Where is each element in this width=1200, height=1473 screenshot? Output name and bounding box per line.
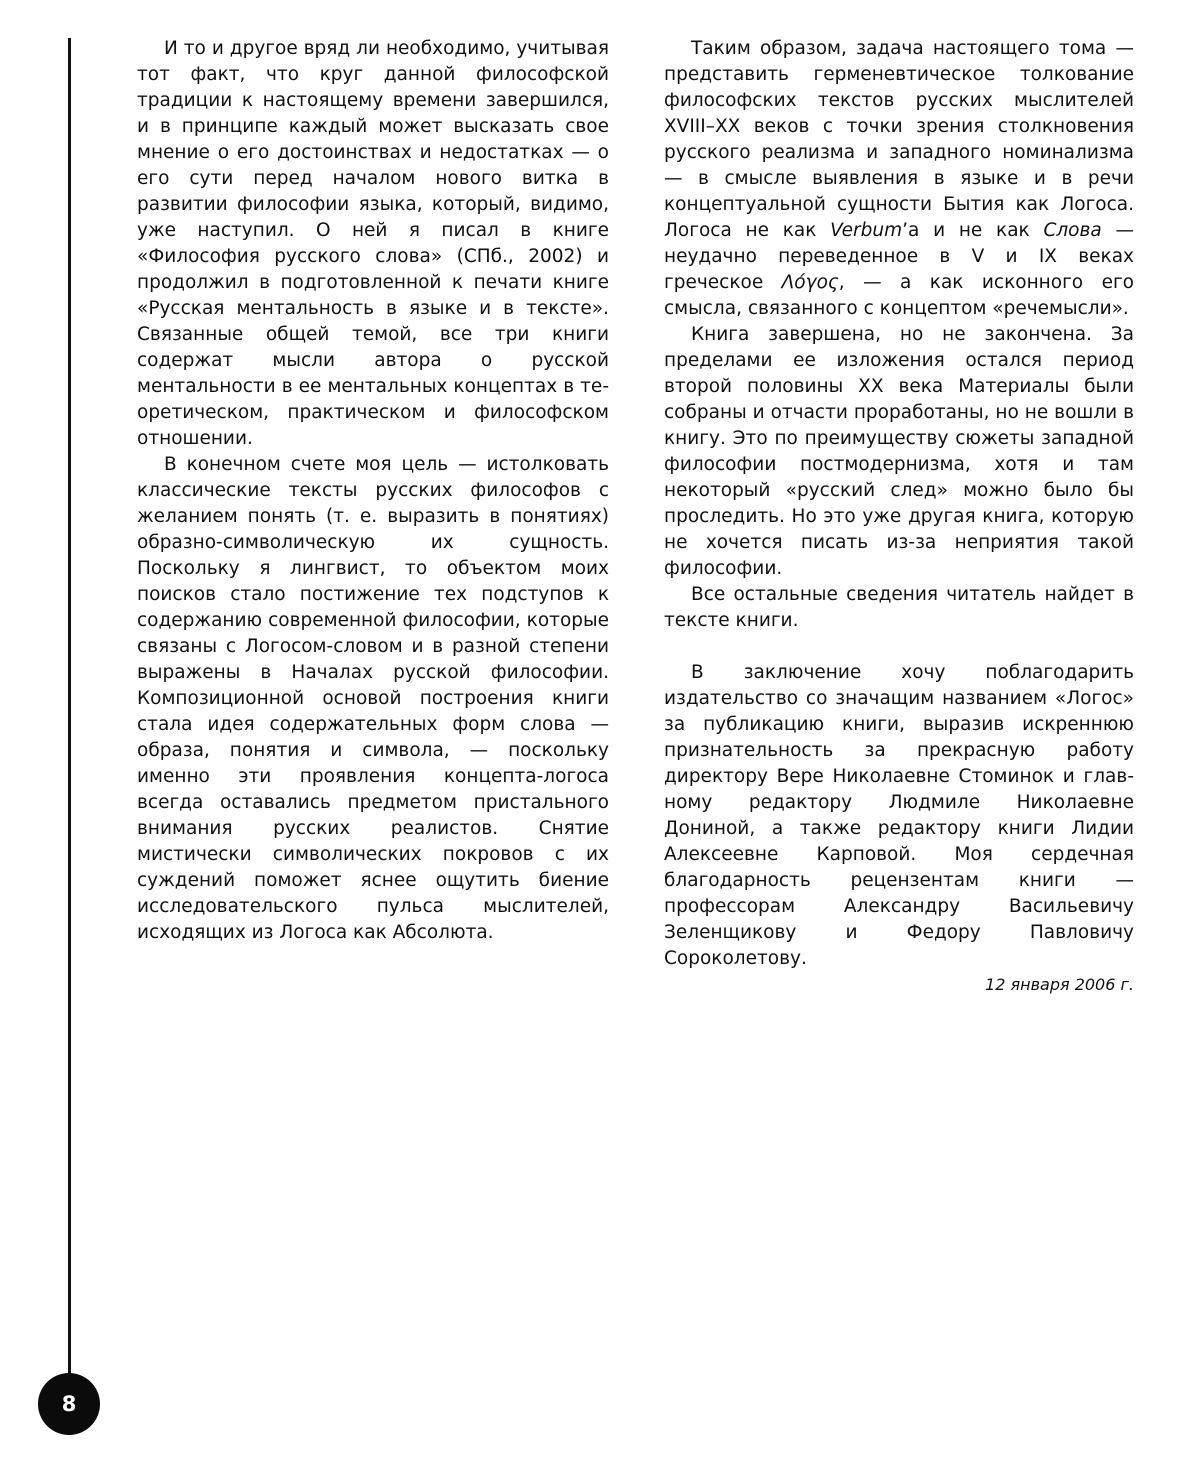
paragraph: Книга завершена, но не закончена. За пределами ее изложения остался период второй половины XX века Материалы были собраны и отчасти проработаны, но не вошли в книгу. Это по преимуществу сюжеты западной философии постмодернизма, хотя и там некоторый «русский след» можно было бы проследить. Но это уже другая книга, которую не хочется писать из-за неприятия такой философии. (664, 324, 1134, 579)
margin-rule (68, 38, 71, 1380)
right-column (664, 36, 1134, 998)
italic-verbum: Verbum (830, 220, 903, 241)
text-run: ’а и не как (902, 220, 1044, 241)
text-run: — неудачно переведенное в V и IX веках греческое (664, 220, 1134, 293)
paragraph (664, 36, 1134, 322)
text-run: Таким образом, задача настоящего тома — представить герменевтическое толкование философских текстов русских мыслителей XVIII–XX веков с точки зрения столкновения русского реализма и западного номинализма — в смысле выявления в языке и в речи концептуальной сущности Бытия как Логоса. Логоса не как (664, 38, 1134, 241)
text-run: , — а как исконного его смысла, связанного с концептом «речемысли». (664, 272, 1134, 319)
date-signature: 12 января 2006 г. (985, 975, 1134, 994)
paragraph: Все остальные сведения читатель найдет в тексте книги. (664, 584, 1134, 631)
acknowledgements-paragraph: В заключение хочу поблагодарить издательство со значащим названием «Логос» за публикацию книги, выразив искреннюю признательность за прекрасную работу директору Вере Николаевне Стоминок и главному редактору Людмиле Николаевне Дониной, а также редактору книги Лидии Алексеевне Карповой. Моя сердечная благодарность рецензентам книги — профессорам Александру Васильевичу Зеленщикову и Федору Павловичу Сороколетову. (664, 662, 1134, 969)
italic-logos: Λόγος (781, 272, 839, 293)
italic-slova: Слова (1043, 220, 1102, 241)
paragraph: И то и другое вряд ли необходимо, учитывая тот факт, что круг данной философской традиции к настоящему времени завершился, и в принципе каждый может высказать свое мнение о его достоинствах и недостатках — о его сути перед началом нового витка в развитии философии языка, который, видимо, уже наступил. О ней я писал в книге «Философия русского слова» (СПб., 2002) и продолжил в подготовленной к печати книге «Русская ментальность в языке и в тексте». Связанные общей темой, все три книги содержат мысли автора о русской ментальности в ее ментальных концептах в теоретическом, практическом и философском отношении. (137, 38, 609, 449)
page-number: 8 (38, 1373, 100, 1435)
paragraph: В конечном счете моя цель — истолковать классические тексты русских философов с желанием понять (т. е. выразить в понятиях) образно-символическую их сущность. Поскольку я лингвист, то объектом моих поисков стало постижение тех подступов к содержанию современной философии, которые связаны с Логосом-словом и в разной степени выражены в Началах русской философии. Композиционной основой построения книги стала идея содержательных форм слова — образа, понятия и символа, — поскольку именно эти проявления концепта-логоса всегда оставались предметом пристального внимания русских реалистов. Снятие мистически символических покровов с их суждений поможет яснее ощутить биение исследовательского пульса мыслителей, исходящих из Логоса как Абсолюта. (137, 454, 609, 943)
left-column (137, 36, 609, 946)
